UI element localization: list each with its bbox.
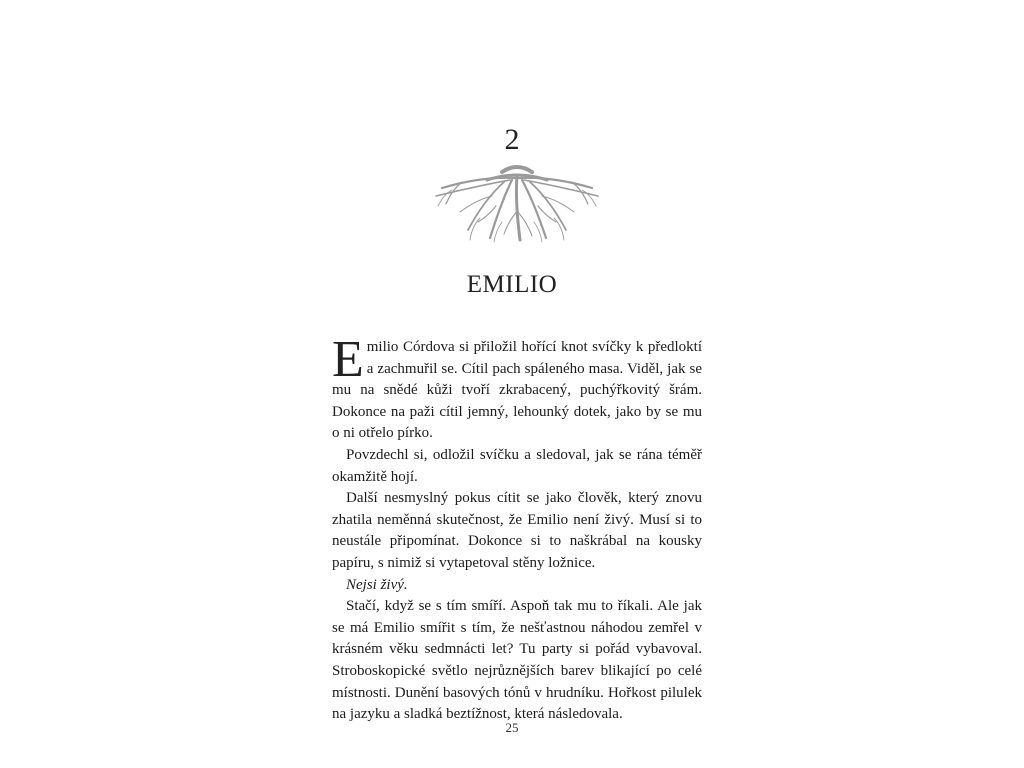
page-number: 25 <box>505 720 519 735</box>
paragraph-5: Stačí, když se s tím smíří. Aspoň tak mu to říkali. Ale jak se má Emilio smířit s tím, že nešťastnou náhodou zemřel v krásném věku sedmnácti let? Tu party si pořád vybavoval. Stroboskopické světlo nejrůznějších barev blikající po celé místnosti. Dunění basových tónů v hrudníku. Hořkost pilulek na jazyku a sladká beztížnost, která následovala. <box>332 598 702 723</box>
paragraph-4: Nejsi živý. <box>346 576 408 593</box>
paragraph-2: Povzdechl si, odložil svíčku a sledoval, jak se rána téměř okamžitě hojí. <box>332 446 702 485</box>
drop-cap: E <box>332 331 364 388</box>
paragraph-1 <box>332 331 702 445</box>
chapter-title: EMILIO <box>466 271 558 298</box>
chapter-text <box>332 331 702 726</box>
tree-roots-icon <box>432 160 602 245</box>
paragraph-3: Další nesmyslný pokus cítit se jako člověk, který znovu zhatila neměnná skutečnost, že Emilio není živý. Musí si to neustále připomínat. Dokonce si to naškrábal na kousky papíru, s nimiž si vytapetoval stěny ložnice. <box>332 490 702 571</box>
paragraph-1-text: milio Córdova si přiložil hořící knot svíčky k předloktí a zachmuřil se. Cítil pach spáleného masa. Viděl, jak se mu na snědé kůži tvoří zkrabacený, puchýřkovitý šrám. Dokonce na paži cítil jemný, lehounký dotek, jako by se mu o ni otřelo pírko. <box>332 339 702 442</box>
chapter-number: 2 <box>504 123 520 156</box>
